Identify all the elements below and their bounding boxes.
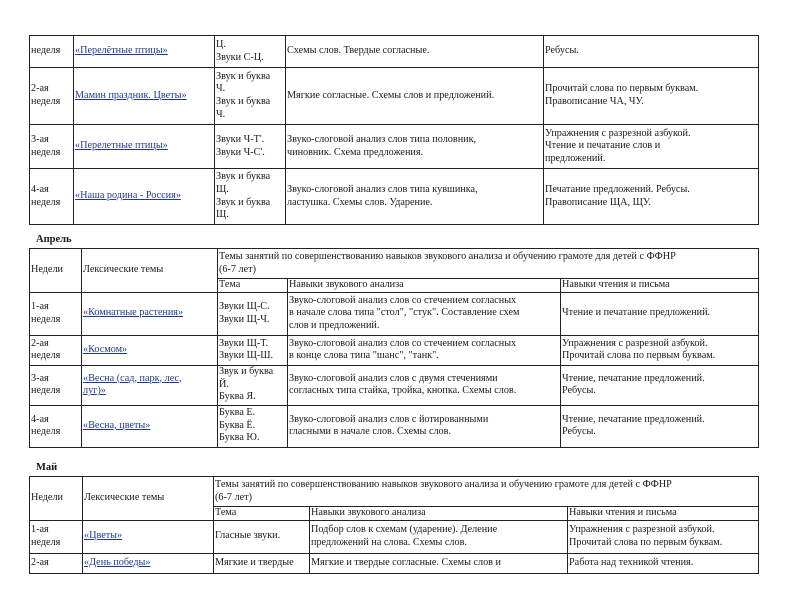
theme-cell: Буква Е. Буква Ё. Буква Ю. xyxy=(219,407,260,444)
header-lexical-themes: Лексические темы xyxy=(82,249,218,293)
week-cell: 3-ая неделя xyxy=(31,133,61,158)
reading-writing-cell: Чтение, печатание предложений. Ребусы. xyxy=(562,413,705,438)
table-row xyxy=(30,405,759,447)
lexical-theme-cell xyxy=(82,335,218,365)
march-table xyxy=(29,35,759,225)
table-row xyxy=(30,125,759,169)
lexical-theme-link[interactable]: «Космом» xyxy=(83,343,128,355)
reading-writing-cell xyxy=(544,36,759,68)
week-cell: неделя xyxy=(31,45,61,57)
sound-analysis-cell xyxy=(288,405,561,447)
theme-cell xyxy=(218,292,288,335)
week-cell xyxy=(30,405,82,447)
sound-analysis-cell xyxy=(286,36,544,68)
week-cell: 2-ая xyxy=(31,556,49,568)
reading-writing-cell: Работа над техникой чтения. xyxy=(569,556,694,568)
table-row xyxy=(30,520,759,553)
table-row xyxy=(30,36,759,68)
lexical-theme-cell xyxy=(74,169,215,225)
header-reading-skills: Навыки чтения и письма xyxy=(561,279,759,293)
theme-cell: Звук и буква Й. Буква Я. xyxy=(219,366,274,403)
header-theme: Тема xyxy=(218,279,288,293)
theme-cell: Звук и буква Щ. Звук и буква Щ. xyxy=(216,171,271,221)
lexical-theme-cell xyxy=(74,68,215,125)
lexical-theme-cell xyxy=(83,520,214,553)
reading-writing-cell: Ребусы. xyxy=(545,45,579,57)
theme-cell xyxy=(218,405,288,447)
theme-cell: Звук и буква Ч. Звук и буква Ч. xyxy=(216,70,271,120)
reading-writing-cell xyxy=(544,68,759,125)
theme-cell: Звуки Ч-Т'. Звуки Ч-С'. xyxy=(216,133,265,158)
header-theme: Тема xyxy=(214,507,310,521)
sound-analysis-cell xyxy=(288,292,561,335)
sound-analysis-cell: Подбор слов к схемам (ударение). Деление предложений на слова. Схемы слов. xyxy=(311,524,498,548)
may-table xyxy=(29,476,759,574)
april-table xyxy=(29,248,759,448)
reading-writing-cell: Упражнения с разрезной азбукой. Прочитай слова по первым буквам. xyxy=(569,524,723,548)
header-week: Недели xyxy=(30,477,83,521)
theme-cell xyxy=(215,169,286,225)
week-cell xyxy=(30,36,74,68)
theme-cell xyxy=(214,553,310,573)
theme-cell xyxy=(215,36,286,68)
lexical-theme-cell xyxy=(83,553,214,573)
sound-analysis-cell xyxy=(310,520,568,553)
sound-analysis-cell: Мягкие согласные. Схемы слов и предложений. xyxy=(287,89,495,101)
sound-analysis-cell xyxy=(286,68,544,125)
theme-cell xyxy=(215,125,286,169)
theme-cell: Ц. Звуки С-Ц. xyxy=(216,38,264,63)
week-cell: 3-ая неделя xyxy=(31,372,61,397)
header-topics: Темы занятий по совершенствованию навыков звукового анализа и обучению грамоте для детей с ФФНР (6-7 лет) xyxy=(214,477,759,507)
sound-analysis-cell: Схемы слов. Твердые согласные. xyxy=(287,45,430,57)
lexical-theme-link[interactable]: «Наша родина - Россия» xyxy=(75,190,181,202)
sound-analysis-cell xyxy=(288,335,561,365)
reading-writing-cell xyxy=(544,169,759,225)
lexical-theme-cell xyxy=(74,36,215,68)
week-cell xyxy=(30,520,83,553)
sound-analysis-cell: Звуко-слоговой анализ слов типа половник, чиновник. Схема предложения. xyxy=(287,133,477,158)
table-row xyxy=(30,365,759,405)
reading-writing-cell: Прочитай слова по первым буквам. Правописание ЧА, ЧУ. xyxy=(545,83,699,107)
lexical-theme-cell xyxy=(82,365,218,405)
week-cell: 4-ая неделя xyxy=(31,413,61,438)
lexical-theme-cell xyxy=(74,125,215,169)
lexical-theme-cell xyxy=(82,292,218,335)
sound-analysis-cell: Звуко-слоговой анализ слов со стечением согласных в начале слова типа "стол", "стук". Составление схем слов и предложений. xyxy=(289,294,520,331)
theme-cell xyxy=(215,68,286,125)
table-row xyxy=(30,68,759,125)
sound-analysis-cell: Звуко-слоговой анализ слов типа кувшинка, ластушка. Схемы слов. Ударение. xyxy=(287,183,478,208)
header-lexical-themes: Лексические темы xyxy=(83,477,214,521)
reading-writing-cell xyxy=(568,520,759,553)
table-row xyxy=(30,553,759,573)
header-reading-skills: Навыки чтения и письма xyxy=(568,507,759,521)
theme-cell xyxy=(218,335,288,365)
header-topics: Темы занятий по совершенствованию навыков звукового анализа и обучению грамоте для детей с ФФНР (6-7 лет) xyxy=(218,249,759,279)
lexical-theme-link[interactable]: «Весна, цветы» xyxy=(83,419,151,431)
sound-analysis-cell: Звуко-слоговой анализ слов с йотированными гласными в начале слов. Схемы слов. xyxy=(289,413,489,438)
lexical-theme-link[interactable]: Мамин праздник. Цветы» xyxy=(75,89,187,101)
lexical-theme-link[interactable]: «Цветы» xyxy=(84,530,123,542)
theme-cell: Звуки Щ-С. Звуки Щ-Ч. xyxy=(219,301,270,325)
theme-cell: Звуки Щ-Т. Звуки Щ-Ш. xyxy=(219,337,274,362)
header-sound-skills: Навыки звукового анализа xyxy=(310,507,568,521)
lexical-theme-link[interactable]: «Перелётные птицы» xyxy=(75,45,168,57)
week-cell: 4-ая неделя xyxy=(31,183,61,208)
table-row xyxy=(30,292,759,335)
theme-cell xyxy=(218,365,288,405)
table-row xyxy=(30,169,759,225)
lexical-theme-link[interactable]: «Комнатные растения» xyxy=(83,307,184,319)
sound-analysis-cell xyxy=(310,553,568,573)
sound-analysis-cell: Мягкие и твердые согласные. Схемы слов и xyxy=(311,556,501,568)
sound-analysis-cell xyxy=(286,169,544,225)
reading-writing-cell xyxy=(561,365,759,405)
reading-writing-cell: Чтение и печатание предложений. xyxy=(562,307,711,319)
lexical-theme-cell xyxy=(82,405,218,447)
sound-analysis-cell xyxy=(288,365,561,405)
week-cell xyxy=(30,169,74,225)
sound-analysis-cell: Звуко-слоговой анализ слов со стечением согласных в конце слова типа "шанс", "танк". xyxy=(289,337,517,362)
reading-writing-cell: Упражнения с разрезной азбукой. Прочитай слова по первым буквам. xyxy=(562,337,716,362)
theme-cell: Гласные звуки. xyxy=(215,530,281,542)
reading-writing-cell: Упражнения с разрезной азбукой. Чтение и печатание слов и предложений. xyxy=(545,127,691,164)
week-cell: 1-ая неделя xyxy=(31,301,61,325)
reading-writing-cell xyxy=(561,335,759,365)
lexical-theme-link[interactable]: «День победы» xyxy=(84,556,151,568)
theme-cell xyxy=(214,520,310,553)
sound-analysis-cell xyxy=(286,125,544,169)
section-april-title: Апрель xyxy=(36,234,72,245)
reading-writing-cell xyxy=(544,125,759,169)
reading-writing-cell: Печатание предложений. Ребусы. Правописание ЩА, ЩУ. xyxy=(545,183,690,208)
reading-writing-cell xyxy=(561,292,759,335)
reading-writing-cell: Чтение, печатание предложений. Ребусы. xyxy=(562,372,705,397)
week-cell: 1-ая неделя xyxy=(31,524,61,548)
section-may-title: Май xyxy=(36,462,58,473)
week-cell xyxy=(30,292,82,335)
week-cell: 2-ая неделя xyxy=(31,337,61,362)
week-cell xyxy=(30,335,82,365)
lexical-theme-link[interactable]: «Перелетные птицы» xyxy=(75,140,168,152)
sound-analysis-cell: Звуко-слоговой анализ слов с двумя стечениями согласных типа стайка, тройка, кнопка. Схемы слов. xyxy=(289,372,517,397)
reading-writing-cell xyxy=(561,405,759,447)
week-cell xyxy=(30,553,83,573)
week-cell xyxy=(30,365,82,405)
week-cell xyxy=(30,125,74,169)
theme-cell: Мягкие и твердые xyxy=(215,556,294,568)
week-cell: 2-ая неделя xyxy=(31,83,61,107)
week-cell xyxy=(30,68,74,125)
header-sound-skills: Навыки звукового анализа xyxy=(288,279,561,293)
lexical-theme-link[interactable]: «Весна (сад, парк, лес, луг)» xyxy=(83,372,182,397)
header-week: Недели xyxy=(30,249,82,293)
reading-writing-cell xyxy=(568,553,759,573)
table-row xyxy=(30,335,759,365)
